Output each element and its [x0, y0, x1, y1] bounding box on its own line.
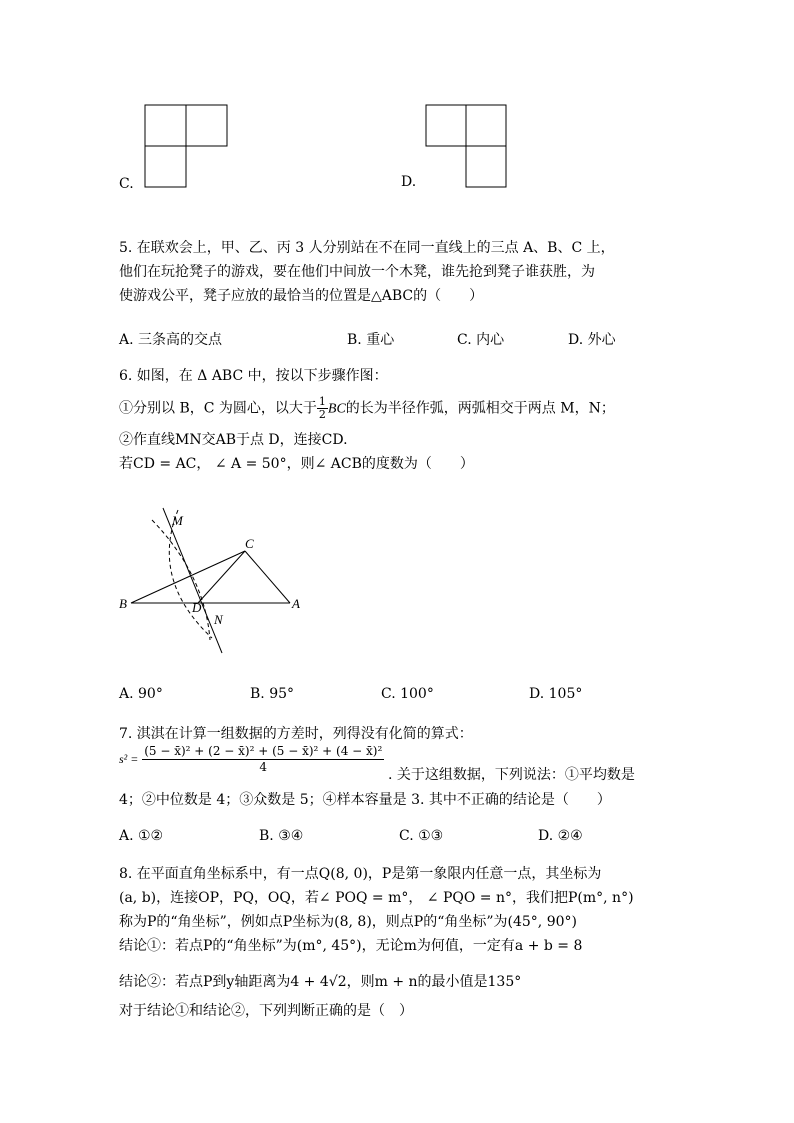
q7-line1: 7. 淇淇在计算一组数据的方差时，列得没有化简的算式： — [119, 726, 473, 742]
q5-option-a: A. 三条高的交点 — [119, 332, 223, 348]
q6-option-d: D. 105° — [529, 686, 583, 702]
q5-option-d: D. 外心 — [568, 332, 616, 348]
q4-option-c-label: C. — [119, 176, 134, 192]
q7-option-c: C. ①③ — [399, 828, 444, 844]
q4-option-d-label: D. — [401, 174, 417, 190]
q8-line1: 8. 在平面直角坐标系中，有一点Q(8, 0)，P是第一象限内任意一点，其坐标为 — [119, 866, 602, 882]
q7-option-a: A. ①② — [119, 828, 164, 844]
q5-option-c: C. 内心 — [457, 332, 505, 348]
q5-line2: 他们在玩抢凳子的游戏，要在他们中间放一个木凳，谁先抢到凳子谁获胜，为 — [119, 264, 595, 280]
q6-label-d: D — [192, 600, 202, 615]
q8-line5: 结论②：若点P到y轴距离为4 + 4√2，则m + n的最小值是135° — [119, 974, 522, 990]
segment-cd — [198, 551, 245, 603]
q6-label-b: B — [119, 596, 127, 611]
q8-line3: 称为P的“角坐标”，例如点P坐标为(8, 8)，则点P的“角坐标”为(45°, 90°) — [119, 914, 577, 930]
q6-option-c: C. 100° — [381, 686, 434, 702]
q6-line1: 6. 如图，在 Δ ABC 中，按以下步骤作图： — [119, 368, 388, 384]
q6-option-b: B. 95° — [250, 686, 295, 702]
q6-label-n: N — [214, 612, 223, 627]
q7-formula-fraction: $\frac{\text{(5 − x̄)² + (2 − x̄)² + (5 − x̄)² + (4 − x̄)²}}{4}$ — [144, 744, 383, 774]
q7-line3: 4；②中位数是 4；③众数是 5；④样本容量是 3. 其中不正确的结论是（ ） — [119, 792, 611, 808]
q7-formula — [119, 744, 384, 775]
arc-from-c — [169, 510, 212, 638]
q7-option-d: D. ②④ — [538, 828, 583, 844]
q6-label-m: M — [172, 513, 183, 528]
q7-line2: . 关于这组数据，下列说法：①平均数是 — [388, 767, 635, 783]
q5-line3: 使游戏公平，凳子应放的最恰当的位置是△ABC的（ ） — [119, 288, 484, 304]
q6-label-a: A — [292, 596, 300, 611]
segment-ca — [245, 551, 290, 603]
q7-option-b: B. ③④ — [259, 828, 304, 844]
q6-figure — [131, 508, 290, 653]
q8-line2: (a, b)，连接OP，PQ，OQ，若∠ POQ = m°， ∠ PQO = n°，我们把P(m°, n°) — [119, 890, 634, 906]
q6-option-a: A. 90° — [119, 686, 163, 702]
q6-step2: ②作直线MN交AB于点 D，连接CD. — [119, 432, 348, 448]
line-mn — [163, 508, 222, 653]
q6-step1-a: ①分别以 B，C 为圆心，以大于 — [119, 400, 317, 417]
q6-bc: BC — [327, 401, 346, 417]
q7-formula-lhs: s² = — [119, 752, 139, 766]
q6-step1 — [119, 396, 615, 422]
q6-step1-b: 的长为半径作弧，两弧相交于两点 M，N； — [345, 400, 615, 417]
q8-line6: 对于结论①和结论②，下列判断正确的是（ ） — [119, 1003, 413, 1019]
q6-condition: 若CD = AC， ∠ A = 50°，则∠ ACB的度数为（ ） — [119, 456, 474, 472]
q6-half-fraction: $\frac{1}{2}$ — [318, 395, 326, 421]
q5-option-b: B. 重心 — [347, 332, 395, 348]
q6-label-c: C — [245, 536, 254, 551]
figure-d-grid — [426, 105, 506, 187]
q8-line4: 结论①：若点P的“角坐标”为(m°, 45°)，无论m为何值，一定有a + b = 8 — [119, 938, 583, 954]
segment-bc — [131, 551, 245, 603]
q5-line1: 5. 在联欢会上，甲、乙、丙 3 人分别站在不在同一直线上的三点 A、B、C 上， — [119, 240, 615, 256]
figure-c-grid — [145, 105, 227, 187]
